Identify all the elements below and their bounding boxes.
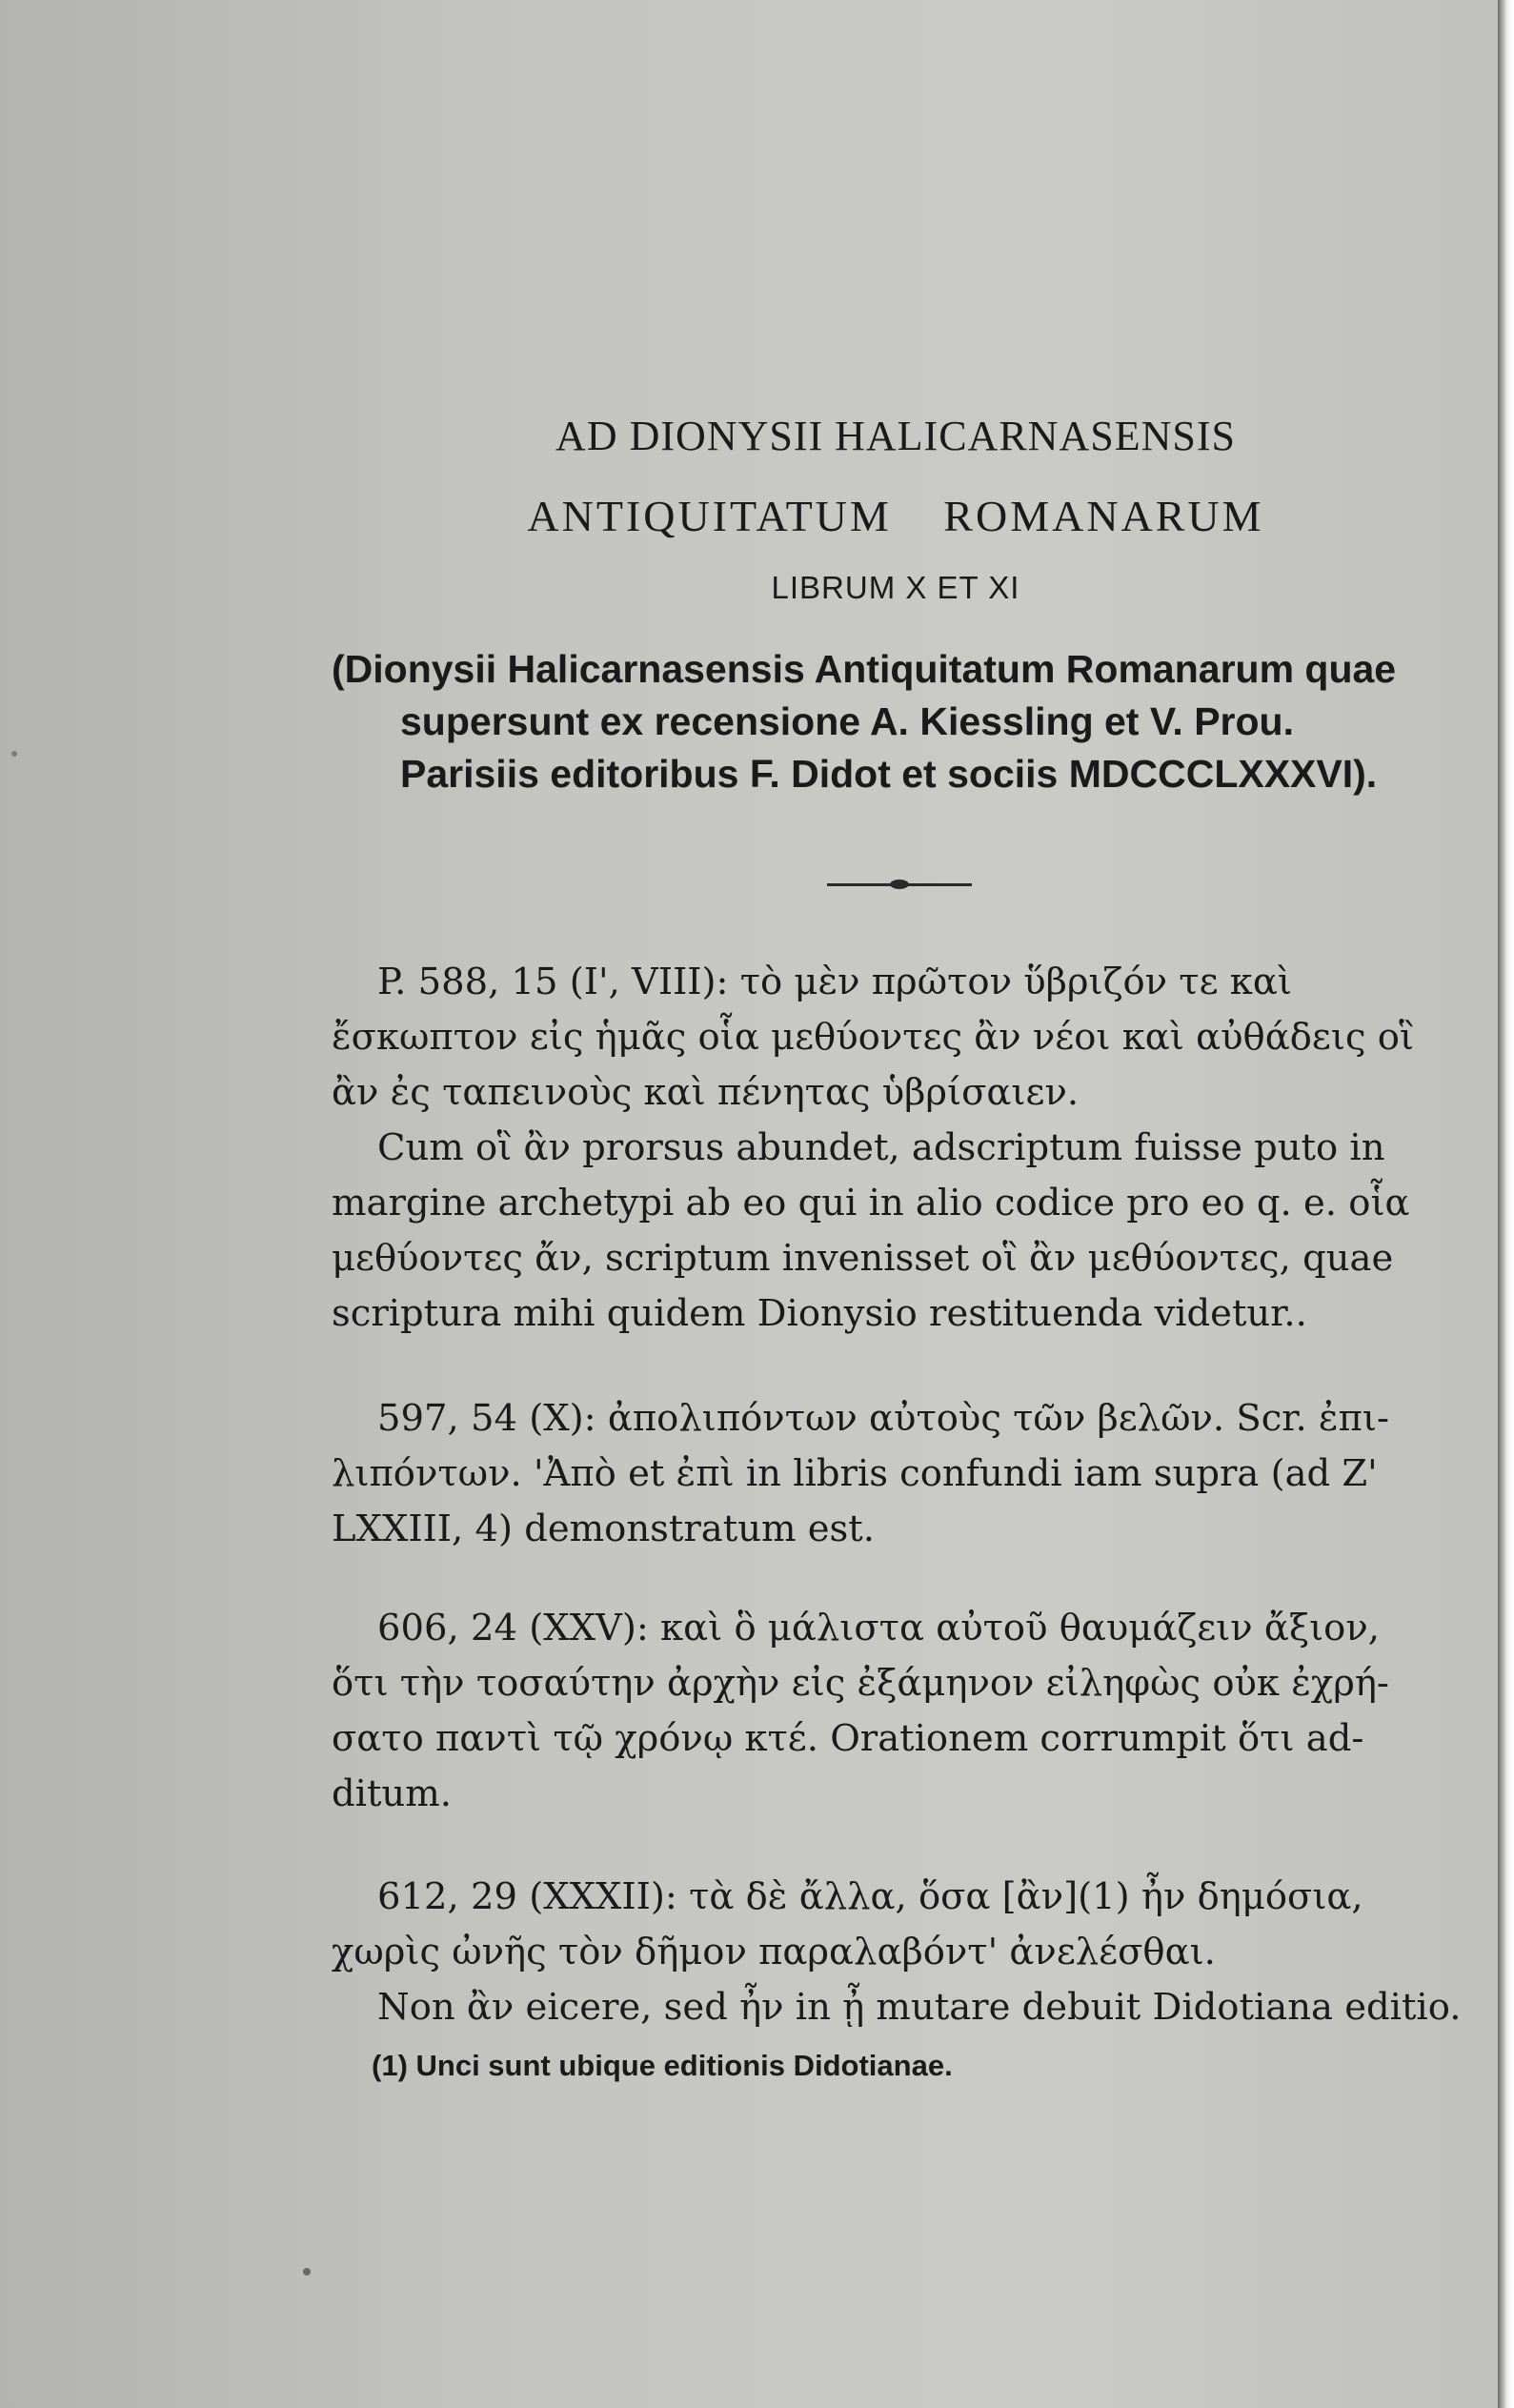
page-title: AD DIONYSII HALICARNASENSIS <box>555 413 1236 459</box>
note-line: Non ἂν eicere, sed ἦν in ᾖ mutare debuit Didotiana editio. <box>377 1986 1462 2029</box>
note-line: ὅτι τὴν τοσαύτην ἀρχὴν εἰς ἐξάμηνον εἰληφὼς οὐκ ἐχρή- <box>332 1662 1389 1705</box>
ink-spot <box>11 751 17 757</box>
note-line: ditum. <box>332 1772 452 1815</box>
edition-line: (Dionysii Halicarnasensis Antiquitatum Romanarum quae <box>332 647 1397 691</box>
page-edge <box>1498 0 1514 2408</box>
note-line: Cum οἳ ἂν prorsus abundet, adscriptum fuisse puto in <box>377 1126 1385 1169</box>
note-line: μεθύοντες ἄν, scriptum invenisset οἳ ἂν μεθύοντες, quae <box>332 1237 1394 1280</box>
page-section-label: LIBRUM X ET XI <box>771 570 1020 605</box>
note-line: 612, 29 (XXXII): τὰ δὲ ἄλλα, ὅσα [ἂν](1) ἦν δημόσια, <box>377 1875 1363 1918</box>
note-line: ἔσκωπτον εἰς ἡμᾶς οἷα μεθύοντες ἂν νέοι καὶ αὐθάδεις οἳ <box>332 1016 1415 1059</box>
edition-line: Parisiis editoribus F. Didot et sociis MDCCCLXXXVI). <box>400 752 1378 796</box>
note-line: 606, 24 (XXV): καὶ ὃ μάλιστα αὐτοῦ θαυμάζειν ἄξιον, <box>377 1607 1381 1649</box>
section-divider <box>827 883 972 886</box>
edition-line: supersunt ex recensione A. Kiessling et V. Prou. <box>400 699 1294 743</box>
note-line: margine archetypi ab eo qui in alio codice pro eo q. e. οἷα <box>332 1182 1410 1224</box>
note-606 <box>332 1601 1465 1822</box>
note-line: λιπόντων. 'Ἀπὸ et ἐπὶ in libris confundi iam supra (ad Ζ' <box>332 1452 1378 1495</box>
note-612 <box>332 1870 1465 2035</box>
page-subtitle: ANTIQUITATUM ROMANARUM <box>527 492 1264 540</box>
note-line: ἂν ἐς ταπεινοὺς καὶ πένητας ὑβρίσαιεν. <box>332 1071 1080 1114</box>
note-line: scriptura mihi quidem Dionysio restituenda videtur.. <box>332 1292 1307 1335</box>
footnote: (1) Unci sunt ubique editionis Didotianae. <box>372 2049 953 2082</box>
ink-spot <box>303 2268 311 2276</box>
note-line: χωρὶς ὠνῆς τὸν δῆμον παραλαβόντ' ἀνελέσθαι. <box>332 1931 1216 1973</box>
note-line: σατο παντὶ τῷ χρόνῳ κτέ. Orationem corrumpit ὅτι ad- <box>332 1717 1364 1760</box>
note-line: 597, 54 (X): ἀπολιπόντων αὐτοὺς τῶν βελῶν. Scr. ἐπι- <box>377 1397 1390 1440</box>
note-line: P. 588, 15 (Ι', VIII): τὸ μὲν πρῶτον ὕβριζόν τε καὶ <box>377 961 1292 1003</box>
note-line: LXXIII, 4) demonstratum est. <box>332 1508 875 1550</box>
note-597 <box>332 1391 1465 1557</box>
edition-reference <box>332 643 1465 800</box>
note-588 <box>332 955 1465 1342</box>
